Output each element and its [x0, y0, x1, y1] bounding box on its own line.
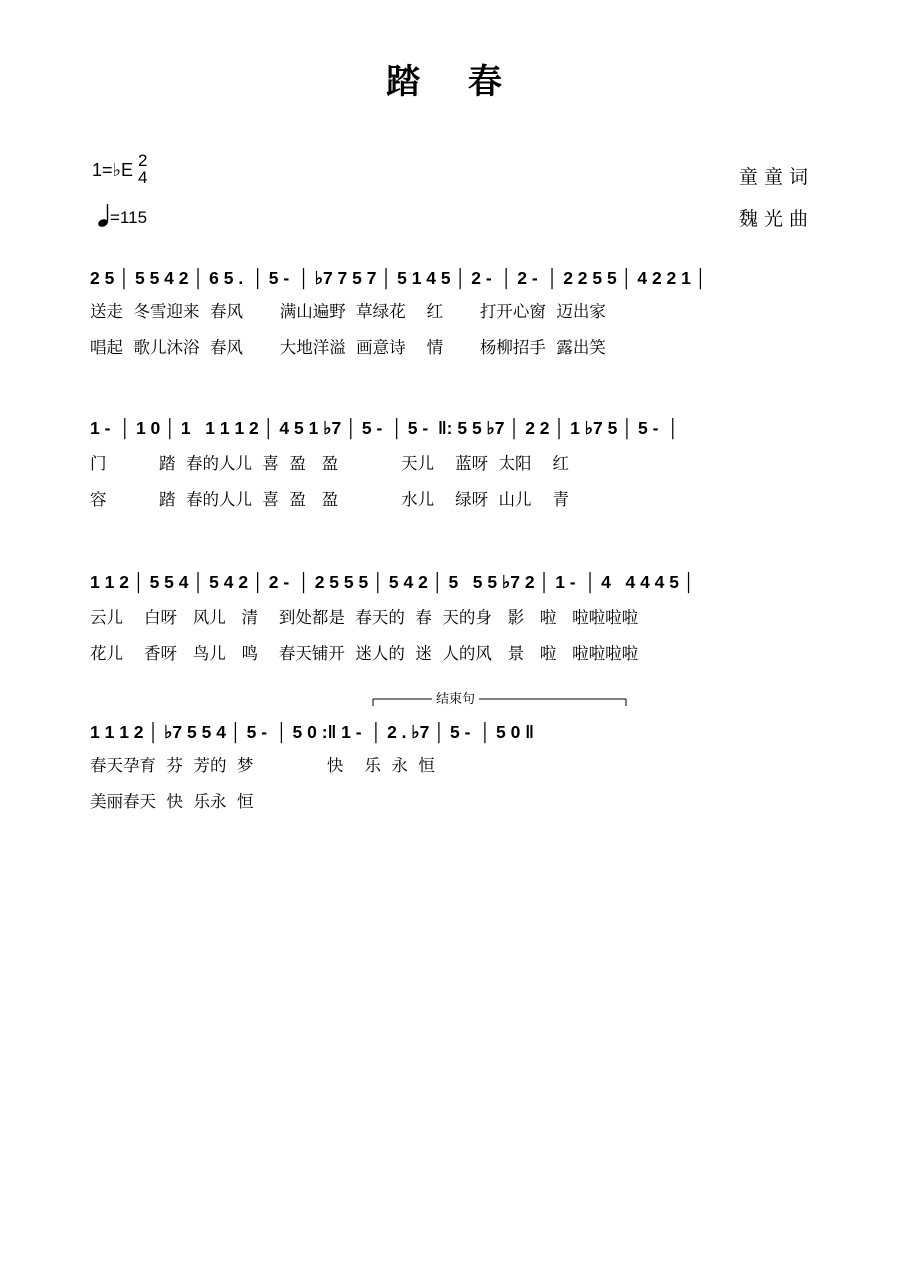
system-2-lyrics-verse-1: 门 踏 春的人儿 喜 盈 盈 天儿 蓝呀 太阳 红 — [90, 454, 570, 473]
lyricist-credit: 童 童 词 — [738, 166, 808, 188]
ending-label: 结束句 — [432, 688, 479, 707]
system-2-notes: 1 - │ 1 0 │ 1 1 1 1 2 │ 4 5 1 ♭7 │ 5 - │ 5 - ‖: 5 5 ♭7 │ 2 2 │ 1 ♭7 5 │ 5 - │ — [90, 418, 680, 438]
ending-bracket — [372, 694, 628, 708]
key-signature: 1=♭E — [92, 160, 134, 180]
system-3-lyrics-verse-2: 花儿 香呀 鸟儿 鸣 春天铺开 迷人的 迷 人的风 景 啦 啦啦啦啦 — [90, 644, 639, 663]
song-title: 踏 春 — [386, 62, 520, 102]
system-1-lyrics-verse-2: 唱起 歌儿沐浴 春风 大地洋溢 画意诗 情 杨柳招手 露出笑 — [90, 338, 606, 357]
tempo-marking: =115 — [110, 208, 148, 227]
system-4-lyrics-verse-1: 春天孕育 芬 芳的 梦 快 乐 永 恒 — [90, 756, 435, 775]
system-3-notes: 1 1 2 │ 5 5 4 │ 5 4 2 │ 2 - │ 2 5 5 5 │ 5 4 2 │ 5 5 5 ♭7 2 │ 1 - │ 4 4 4 4 5 │ — [90, 572, 695, 592]
system-4-notes: 1 1 1 2 │ ♭7 5 5 4 │ 5 - │ 5 0 :‖ 1 - │ 2 . ♭7 │ 5 - │ 5 0 ‖ — [90, 722, 534, 742]
time-signature-bottom: 4 — [138, 168, 148, 187]
time-signature — [138, 152, 147, 186]
system-3-lyrics-verse-1: 云儿 白呀 风儿 清 到处都是 春天的 春 天的身 影 啦 啦啦啦啦 — [90, 608, 639, 627]
system-2-lyrics-verse-2: 容 踏 春的人儿 喜 盈 盈 水儿 绿呀 山儿 青 — [90, 490, 570, 509]
system-4-lyrics-verse-2: 美丽春天 快 乐永 恒 — [90, 792, 254, 811]
system-1-notes: 2 5 │ 5 5 4 2 │ 6 5 . │ 5 - │ ♭7 7 5 7 │ 5 1 4 5 │ 2 - │ 2 - │ 2 2 5 5 │ 4 2 2 1 │ — [90, 268, 707, 288]
system-1-lyrics-verse-1: 送走 冬雪迎来 春风 满山遍野 草绿花 红 打开心窗 迈出家 — [90, 302, 606, 321]
composer-credit: 魏 光 曲 — [738, 208, 808, 230]
time-signature-top: 2 — [138, 151, 148, 170]
